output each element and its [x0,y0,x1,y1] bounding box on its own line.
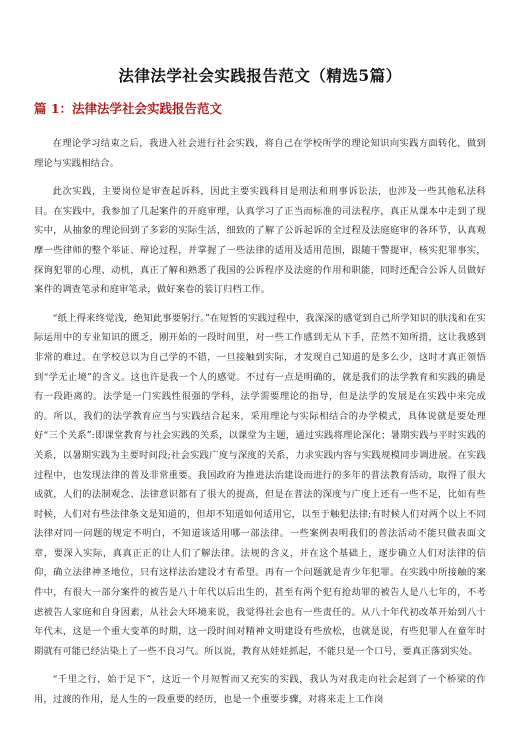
paragraph-reflection: “纸上得来终觉浅，绝知此事要躬行。”在短暂的实践过程中，我深深的感觉到自己所学知识的肤浅和在实际运用中的专业知识的匮乏，刚开始的一段时间里，对一些工作感到无从下手，茫然不知所措，这让我感到非常的难过。在学校总以为自己学的不错，一旦接触到实际，才发现自己知道的是多么少，这时才真正领悟到“学无止境”的含义。这也许是我一个人的感觉。不过有一点是明确的，就是我们的法学教育和实践的确是有一段距离的。法学是一门实践性很强的学科，法学需要理论的指导，但是法学的发展是在实践中来完成的。所以，我们的法学教育应当与实践结合起来，采用理论与实际相结合的办学模式，具体说就是要处理好“三个关系”:即课堂教育与社会实践的关系，以课堂为主题，通过实践将理论深化；暑期实践与平时实践的关系，以暑期实践为主要时间段;社会实践广度与深度的关系，力求实践内容与实践规模同步调进展。在实践过程中，也发现法律的普及非常重要。我国政府为推进法治建设而进行的多年的普法教育活动，取得了很大成就，人们的法制观念、法律意识都有了很大的提高，但是在普法的深度与广度上还有一些不足，比如有些时候，人们对有些法律条文是知道的，但却不知道如何适用它，以至于触犯法律;有时候人们对两个以上不同法律对同一问题的规定不明白，不知道该适用哪一部法律。一些案例表明我们的普法活动不能只做表面文章，要深入实际，真真正正的让人们了解法律。法规的含义，并在这个基础上，逐步确立人们对法律的信仰，确立法律神圣地位，只有这样法治建设才有希望。再有一个问题就是青少年犯罪。在实践中所接触的案件中，有很大一部分案件的被告是八十年代以后出生的，甚至有两个犯有抢劫罪的被告人是八七年的，不考虑被告人家庭和自身因素，从社会大环境来说，我觉得社会也有一些责任的。从八十年代初改革开始到八十年代末，这是一个重大变革的时期，这一段时间对精神文明建设有些放松，也就是说，有些犯罪人在童年时期就有可能已经沾染上了一些不良习气。所以说，教育从娃娃抓起，不能只是一个口号，要真正落到实处。 [34,312,486,657]
paragraph-intro: 在理论学习结束之后，我进入社会进行社会实践，将自己在学校所学的理论知识向实践方面转化，做到理论与实践相结合。 [34,138,486,169]
document-title: 法律法学社会实践报告范文（精选5篇） [118,66,402,85]
paragraph-conclusion: “千里之行，始于足下”，这近一个月短暂而又充实的实践，我认为对我走向社会起到了一个桥梁的作用，过渡的作用，是人生的一段重要的经历，也是一个重要步骤，对将来走上工作岗 [34,674,486,706]
paragraph-practice-details: 此次实践，主要岗位是审查起诉科，因此主要实践科目是刑法和刑事诉讼法，也涉及一些其他私法科目。在实践中，我参加了几起案件的开庭审理，认真学习了正当而标准的司法程序，真正从课本中走到了现实中，从抽象的理论回到了多彩的实际生活，细致的了解了公诉起诉的全过程及法庭庭审的各环节，认真观摩一些律师的整个举证、辩论过程，并掌握了一些法律的适用及适用范围，跟随干警提审，核实犯罪事实，探询犯罪的心理、动机，真正了解和熟悉了我国的公诉程序及法庭的作用和职能，同时还配合公诉人员做好案件的调查笔录和庭审笔录，做好案卷的装订归档工作。 [34,186,486,296]
section-heading: 篇 1：法律法学社会实践报告范文 [34,101,223,116]
